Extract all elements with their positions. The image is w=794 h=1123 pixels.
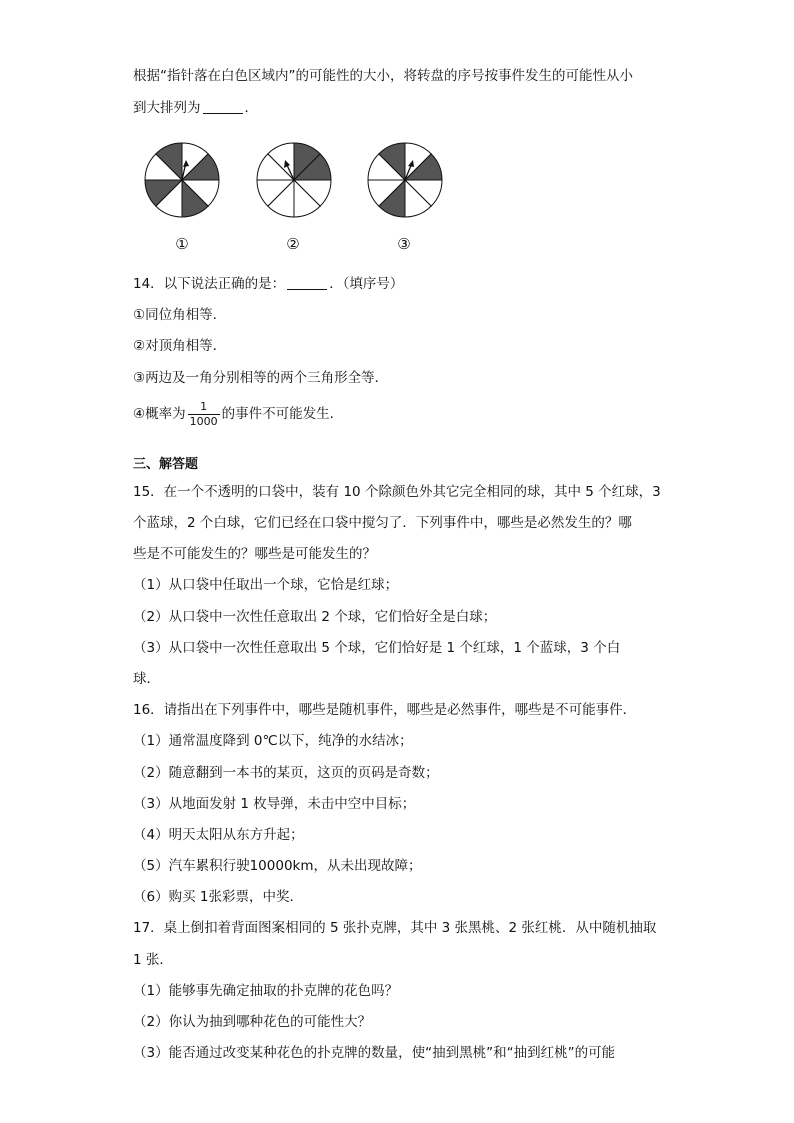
q13-text-line1: 根据“指针落在白色区域内”的可能性的大小，将转盘的序号按事件发生的可能性从小 [133,68,633,84]
q15-line: 个蓝球，2 个白球，它们已经在口袋中搅匀了．下列事件中，哪些是必然发生的？哪 [133,515,632,531]
q17-line: 1 张． [133,952,173,968]
q13-text-line2 [133,98,258,118]
q17-line: （3）能否通过改变某种花色的扑克牌的数量，使“抽到黑桃”和“抽到红桃”的可能 [133,1045,616,1061]
spinner-2 [253,139,335,221]
q15-line: 15．在一个不透明的口袋中，装有 10 个除颜色外其它完全相同的球，其中 5 个红球，3 [133,484,661,500]
q15-line: （3）从口袋中一次性任意取出 5 个球，它们恰好是 1 个红球，1 个蓝球，3 个白 [133,640,621,656]
spinner-1 [141,139,223,221]
q14-stem [133,274,403,294]
fraction-numerator: 1 [188,400,220,415]
q14-option-3: ③两边及一角分别相等的两个三角形全等． [133,370,389,386]
q13-answer-blank [203,99,243,114]
spinner-3-label: ③ [397,235,411,253]
q14-option-2: ②对顶角相等． [133,338,227,354]
q14-option-4-suffix: 的事件不可能发生． [221,406,344,422]
q14-stem-text: 14．以下说法正确的是： [133,276,286,292]
fraction-denominator: 1000 [189,414,218,428]
q17-line: （1）能够事先确定抽取的扑克牌的花色吗？ [133,983,399,999]
q16-line: （3）从地面发射 1 枚导弹，未击中空中目标； [133,796,416,812]
fraction [188,400,220,429]
q15-line: 些是不可能发生的？哪些是可能发生的？ [133,546,376,562]
spinner-2-label: ② [286,235,300,253]
q16-line: （4）明天太阳从东方升起； [133,827,304,843]
q16-line: （1）通常温度降到 0℃以下，纯净的水结冰； [133,733,413,749]
q17-line: 17．桌上倒扣着背面图案相同的 5 张扑克牌，其中 3 张黑桃、2 张红桃．从中随机抽取 [133,920,657,936]
q13-line2-end: ． [244,100,258,116]
q17-line: （2）你认为抽到哪种花色的可能性大？ [133,1014,372,1030]
spinner-3 [364,139,446,221]
q15-line: （1）从口袋中任取出一个球，它恰是红球； [133,577,399,593]
q16-line: 16．请指出在下列事件中，哪些是随机事件，哪些是必然事件，哪些是不可能事件． [133,702,637,718]
q14-option-4 [133,396,343,432]
q15-line: （2）从口袋中一次性任意取出 2 个球，它们恰好全是白球； [133,609,497,625]
q14-option-1: ①同位角相等． [133,307,227,323]
spinner-1-label: ① [175,235,189,253]
q16-line: （5）汽车累积行驶10000km，从未出现故障； [133,858,422,874]
q15-line: 球． [133,671,160,687]
q16-line: （6）购买 1张彩票，中奖． [133,889,303,905]
section-heading: 三、解答题 [133,457,199,472]
q16-line: （2）随意翻到一本书的某页，这页的页码是奇数； [133,765,439,781]
q13-line2-text: 到大排列为 [133,100,201,116]
q14-stem-end: ．（填序号） [329,276,404,292]
q14-option-4-prefix: ④概率为 [133,406,186,422]
q14-answer-blank [287,275,327,290]
